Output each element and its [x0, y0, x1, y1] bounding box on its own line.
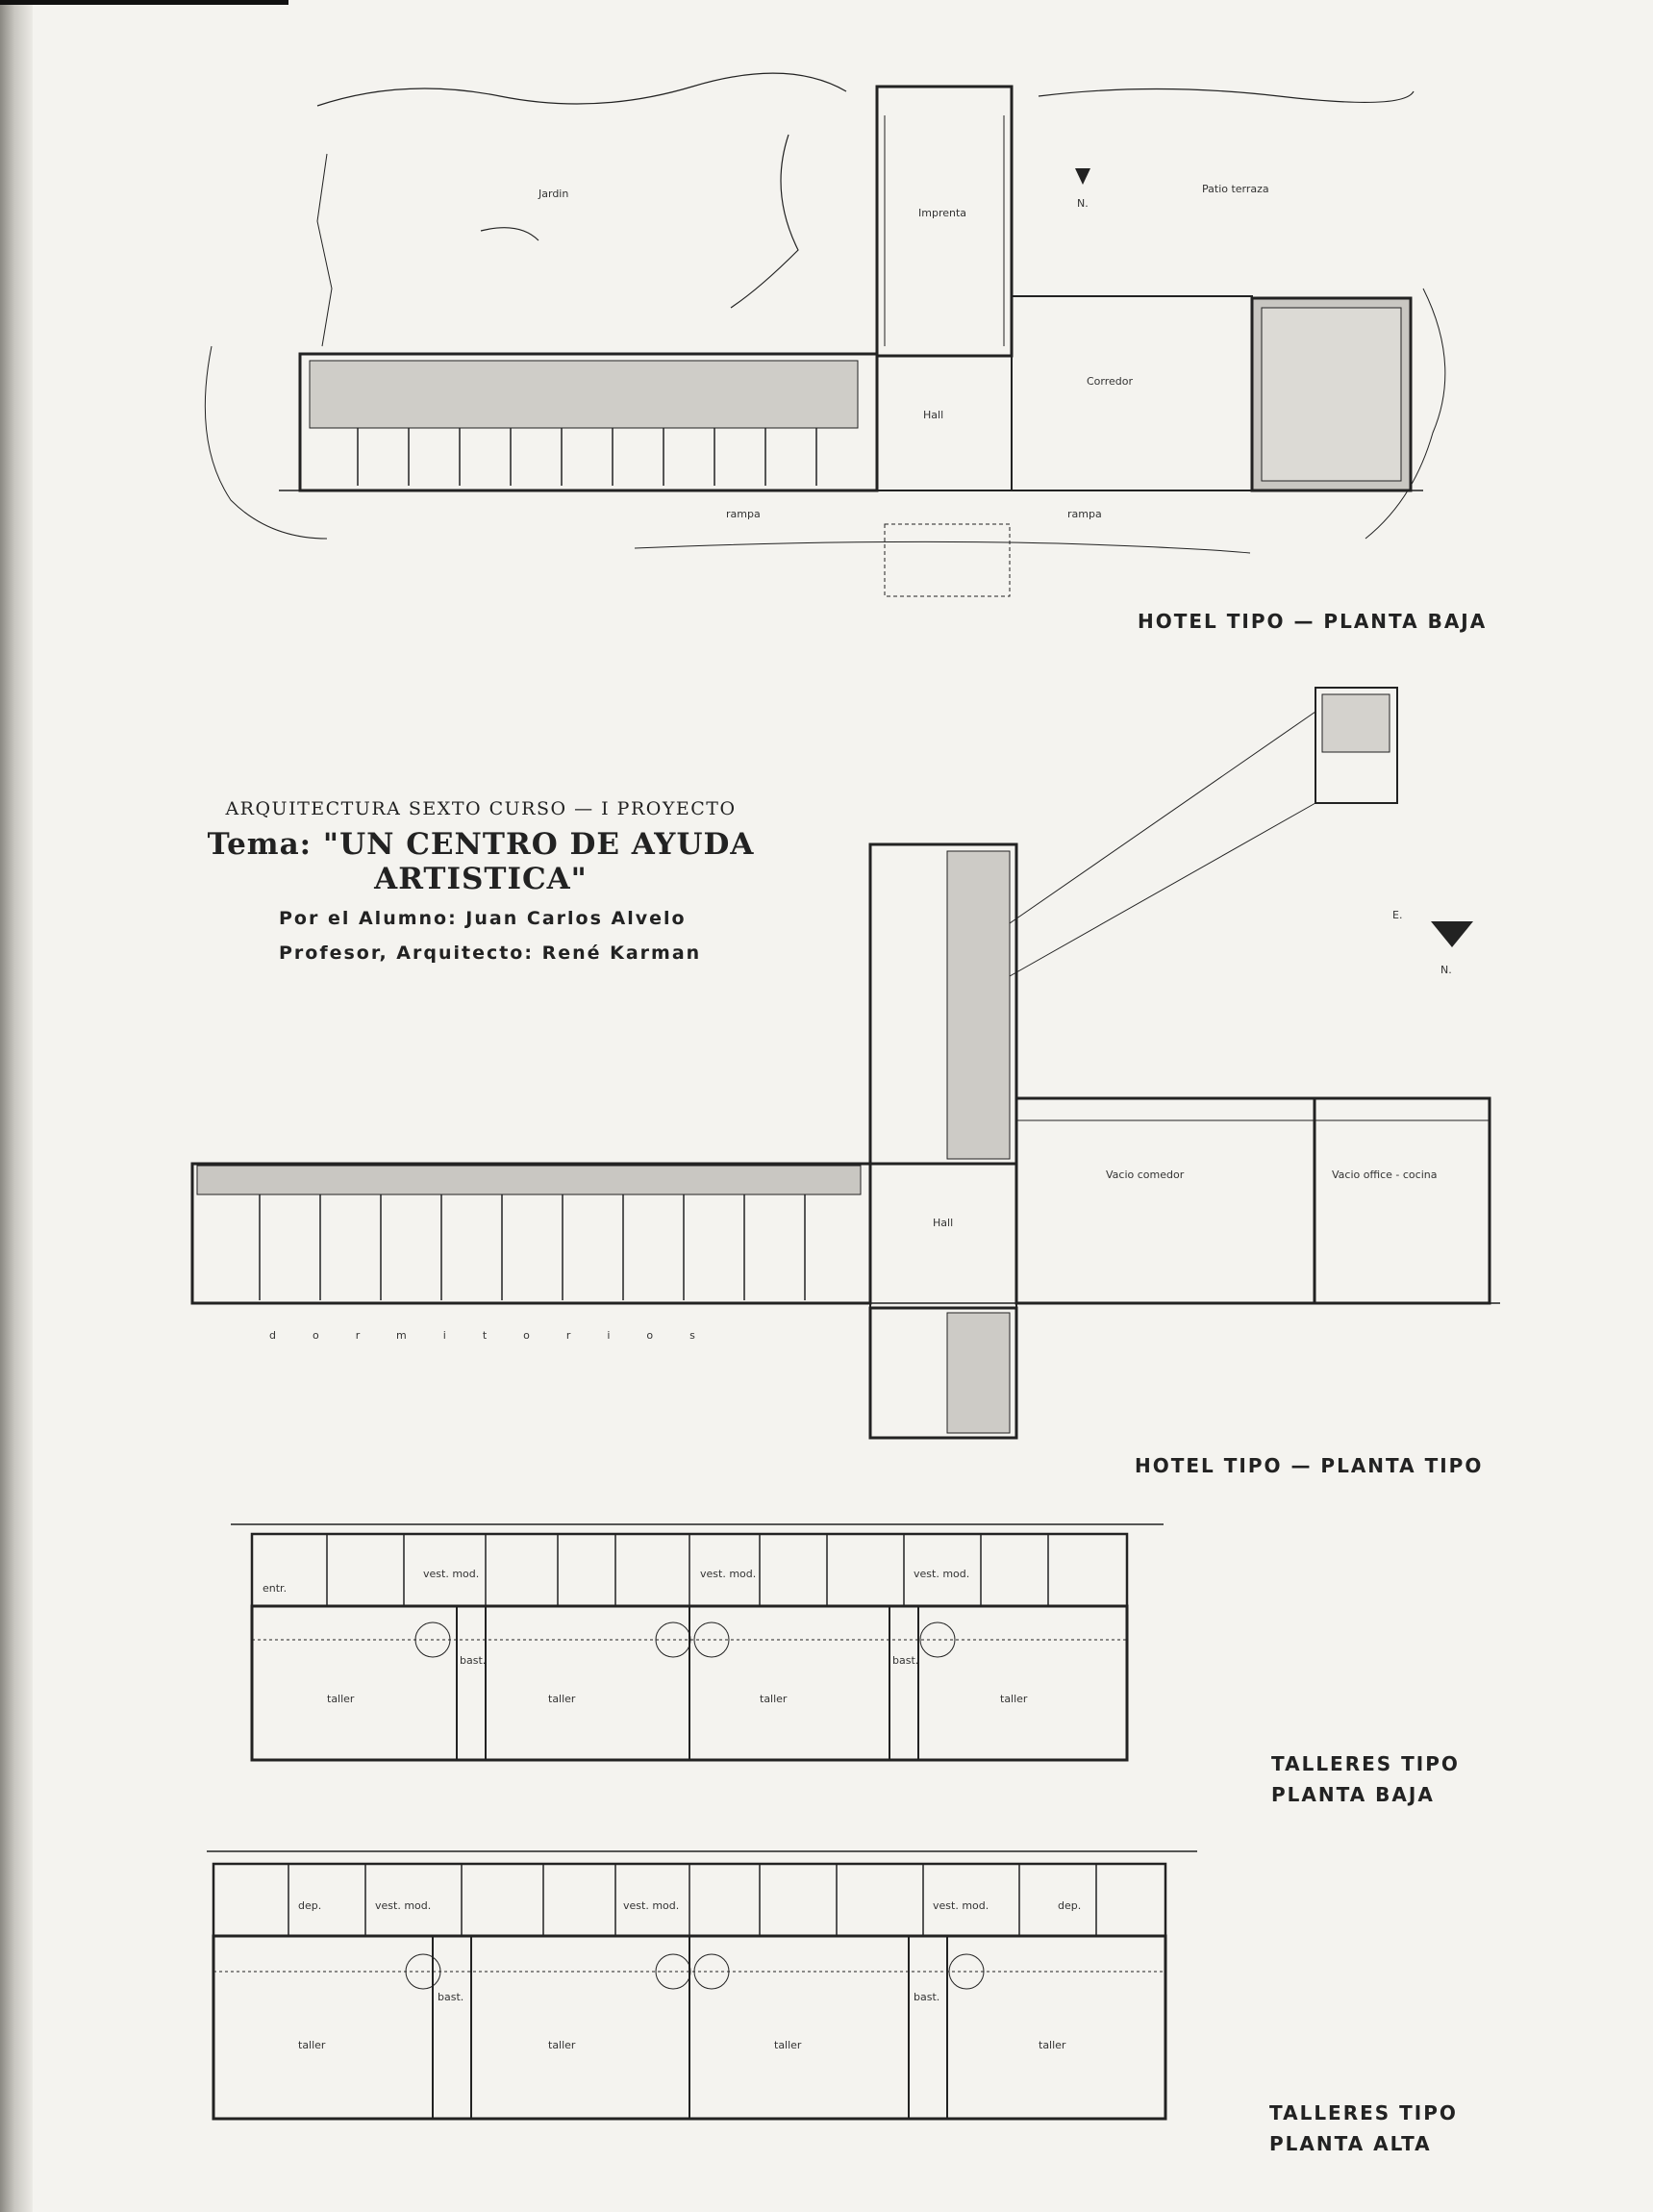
label-vacio-comedor: Vacio comedor — [1106, 1169, 1185, 1181]
caption-workshops-upper-1: TALLERES TIPO — [1269, 2101, 1458, 2124]
label-east: E. — [1392, 909, 1403, 921]
caption-workshops-upper-2: PLANTA ALTA — [1269, 2132, 1432, 2155]
plan-workshops-upper-floor — [207, 1851, 1197, 2119]
label-taller-4: taller — [1000, 1693, 1028, 1705]
plan-hotel-ground-floor — [205, 73, 1445, 596]
professor-line: Profesor, Arquitecto: René Karman — [279, 943, 702, 964]
label-vest-mod-2: vest. mod. — [700, 1568, 757, 1580]
label-entr-1: entr. — [263, 1582, 288, 1595]
north-arrow-icon-2 — [1431, 921, 1473, 947]
project-title-block — [183, 798, 779, 964]
label-rampa-1: rampa — [726, 508, 761, 520]
label-bast-2: bast. — [892, 1654, 919, 1667]
label-dormitorios: dormitorios — [269, 1329, 732, 1342]
label-taller-6: taller — [548, 2039, 576, 2051]
label-taller-8: taller — [1039, 2039, 1066, 2051]
label-corredor: Corredor — [1087, 375, 1134, 388]
student-line: Por el Alumno: Juan Carlos Alvelo — [279, 908, 687, 929]
label-rampa-2: rampa — [1067, 508, 1102, 520]
label-taller-7: taller — [774, 2039, 802, 2051]
label-dep-1: dep. — [298, 1899, 322, 1912]
label-north-2: N. — [1440, 964, 1452, 976]
label-vest-mod-6: vest. mod. — [933, 1899, 989, 1912]
label-bast-3: bast. — [438, 1991, 464, 2003]
label-taller-2: taller — [548, 1693, 576, 1705]
label-patio: Patio terraza — [1202, 183, 1269, 195]
plan-workshops-ground-floor — [231, 1524, 1164, 1760]
label-taller-1: taller — [327, 1693, 355, 1705]
label-vacio-office: Vacio office - cocina — [1332, 1169, 1438, 1181]
label-jardin: Jardin — [538, 188, 569, 200]
label-bast-1: bast. — [460, 1654, 487, 1667]
caption-workshops-ground-2: PLANTA BAJA — [1271, 1783, 1435, 1806]
label-taller-3: taller — [760, 1693, 788, 1705]
label-bast-4: bast. — [914, 1991, 940, 2003]
label-north-1: N. — [1077, 197, 1089, 210]
label-hall-1: Hall — [923, 409, 944, 421]
label-taller-5: taller — [298, 2039, 326, 2051]
label-dep-2: dep. — [1058, 1899, 1082, 1912]
label-vest-mod-4: vest. mod. — [375, 1899, 432, 1912]
north-arrow-icon — [1075, 168, 1090, 185]
caption-hotel-ground: HOTEL TIPO — PLANTA BAJA — [1138, 610, 1488, 633]
label-imprenta: Imprenta — [918, 207, 967, 219]
label-vest-mod-5: vest. mod. — [623, 1899, 680, 1912]
course-line: ARQUITECTURA SEXTO CURSO — I PROYECTO — [225, 798, 737, 819]
label-hall-2: Hall — [933, 1217, 954, 1229]
caption-hotel-typical: HOTEL TIPO — PLANTA TIPO — [1135, 1454, 1484, 1477]
theme-title: Tema: "UN CENTRO DE AYUDA ARTISTICA" — [207, 827, 755, 896]
label-vest-mod-3: vest. mod. — [914, 1568, 970, 1580]
caption-workshops-ground-1: TALLERES TIPO — [1271, 1752, 1460, 1775]
label-vest-mod-1: vest. mod. — [423, 1568, 480, 1580]
